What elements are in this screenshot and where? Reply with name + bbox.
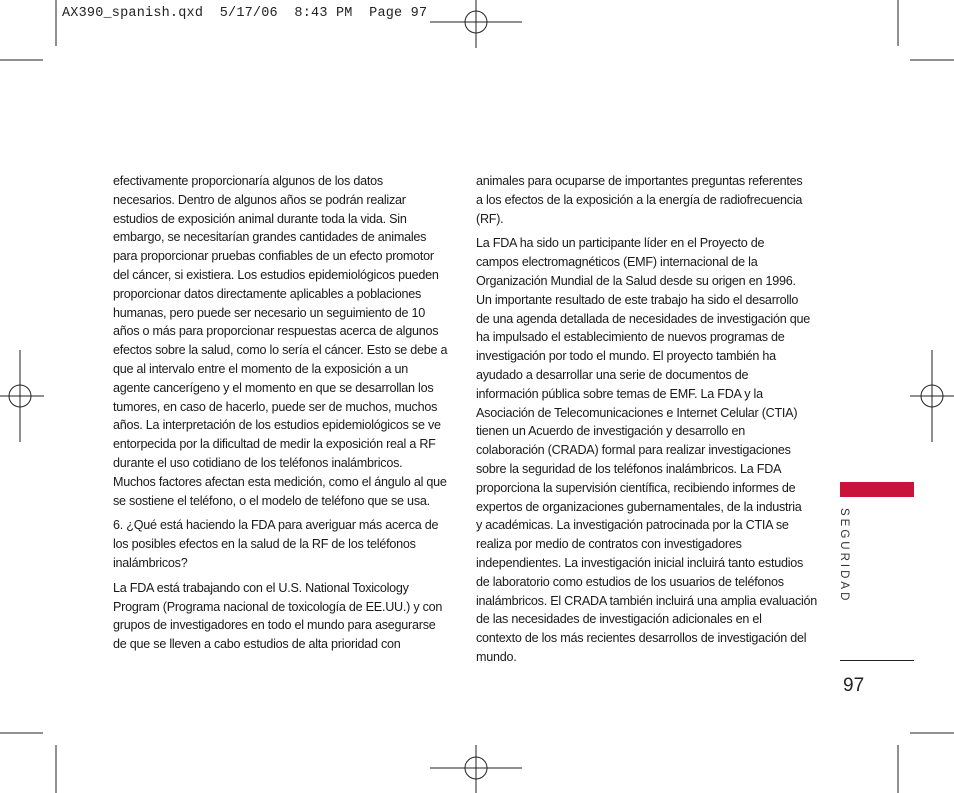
text-line: colaboración (CRADA) formal para realizar investigaciones xyxy=(476,443,791,458)
text-line: a los efectos de la exposición a la energía de radiofrecuencia xyxy=(476,192,803,207)
text-line: embargo, se necesitarían grandes cantidades de animales xyxy=(113,230,427,245)
paragraph xyxy=(476,234,816,666)
text-line: años. La interpretación de los estudios epidemiológicos se ve xyxy=(113,418,441,433)
text-line: La FDA ha sido un participante líder en el Proyecto de xyxy=(476,236,765,251)
registration-mark-left xyxy=(0,350,44,442)
text-line: humanas, pero puede ser necesario un seguimiento de 10 xyxy=(113,305,426,320)
section-tab xyxy=(840,482,914,497)
section-label: SEGURIDAD xyxy=(838,508,850,604)
paragraph xyxy=(113,172,448,510)
text-line: de las necesidades de investigación adicionales en el xyxy=(476,612,762,627)
text-line: que al intervalo entre el momento de la exposición a un xyxy=(113,361,408,376)
paragraph xyxy=(113,516,448,572)
text-line: investigación por todo el mundo. El proyecto también ha xyxy=(476,349,776,364)
text-line: realiza por medio de contratos con investigadores xyxy=(476,537,742,552)
text-line: efectivamente proporcionaría algunos de los datos xyxy=(113,174,383,188)
text-line: Asociación de Telecomunicaciones e Internet Celular (CTIA) xyxy=(476,405,798,420)
text-line: necesarios. Dentro de algunos años se podrán realizar xyxy=(113,192,406,207)
text-line: estudios de exposición animal durante toda la vida. Sin xyxy=(113,211,407,226)
text-line: de que se lleven a cabo estudios de alta prioridad con xyxy=(113,637,401,652)
text-line: efectos sobre la salud, como lo sería el cáncer. Esto se debe a xyxy=(113,343,448,358)
text-line: entorpecida por la dificultad de medir la exposición real a RF xyxy=(113,437,436,452)
text-line: campos electromagnéticos (EMF) internacional de la xyxy=(476,255,758,270)
text-line: grupos de investigadores en todo el mundo para asegurarse xyxy=(113,618,436,633)
text-line: mundo. xyxy=(476,649,517,664)
text-line: Program (Programa nacional de toxicología de EE.UU.) y con xyxy=(113,599,443,614)
text-line: ha impulsado el establecimiento de nuevos programas de xyxy=(476,330,785,345)
text-line: Un importante resultado de este trabajo ha sido el desarrollo xyxy=(476,292,799,307)
text-line: proporcionar datos directamente aplicables a poblaciones xyxy=(113,286,422,301)
text-line: Muchos factores afectan esta medición, como el ángulo al que xyxy=(113,474,447,489)
text-line: contexto de los más recientes desarrollos de investigación del xyxy=(476,631,807,646)
registration-mark-top xyxy=(430,0,522,48)
left-text-column xyxy=(113,172,448,660)
paragraph xyxy=(476,172,816,228)
text-line: y académicas. La investigación patrocinada por la CTIA se xyxy=(476,518,789,533)
text-line: agente cancerígeno y el momento en que se desarrollan los xyxy=(113,380,434,395)
text-line: los posibles efectos en la salud de la RF de los teléfonos xyxy=(113,537,416,552)
text-line: (RF). xyxy=(476,211,504,226)
text-line: tienen un Acuerdo de investigación y desarrollo en xyxy=(476,424,745,439)
text-line: para proporcionar pruebas confiables de un efecto promotor xyxy=(113,249,434,264)
page-number-rule xyxy=(840,660,914,661)
text-line: Organización Mundial de la Salud desde su origen en 1996. xyxy=(476,273,796,288)
print-slug: AX390_spanish.qxd 5/17/06 8:43 PM Page 97 xyxy=(62,6,428,21)
text-line: de una agenda detallada de necesidades de investigación que xyxy=(476,311,810,326)
text-line: durante el uso cotidiano de los teléfonos inalámbricos. xyxy=(113,455,403,470)
text-line: inalámbricos? xyxy=(113,555,188,570)
text-line: tumores, en caso de hacerlo, puede ser de muchos, muchos xyxy=(113,399,438,414)
text-line: años o más para proporcionar respuestas acerca de algunos xyxy=(113,324,439,339)
text-line: independientes. La investigación inicial incluirá tanto estudios xyxy=(476,555,804,570)
text-line: del cáncer, si existiera. Los estudios epidemiológicos pueden xyxy=(113,267,439,282)
text-line: se sostiene el teléfono, o el modelo de teléfono que se usa. xyxy=(113,493,430,508)
paragraph xyxy=(113,579,448,654)
text-line: inalámbricos. El CRADA también incluirá una amplia evaluación xyxy=(476,593,818,608)
text-line: animales para ocuparse de importantes preguntas referentes xyxy=(476,174,803,188)
right-text-column xyxy=(476,172,816,673)
text-line: sobre la seguridad de los teléfonos inalámbricos. La FDA xyxy=(476,461,782,476)
text-line: de laboratorio como estudios de los usuarios de teléfonos xyxy=(476,574,784,589)
text-line: 6. ¿Qué está haciendo la FDA para averiguar más acerca de xyxy=(113,518,439,533)
text-line: La FDA está trabajando con el U.S. National Toxicology xyxy=(113,580,409,595)
text-line: expertos de organizaciones gubernamentales, de la industria xyxy=(476,499,802,514)
registration-mark-bottom xyxy=(430,745,522,793)
text-line: proporciona la supervisión científica, recibiendo informes de xyxy=(476,480,796,495)
text-line: información pública sobre temas de EMF. La FDA y la xyxy=(476,386,763,401)
page-number: 97 xyxy=(843,675,865,696)
registration-mark-right xyxy=(910,350,954,442)
text-line: ayudado a desarrollar una serie de documentos de xyxy=(476,367,749,382)
